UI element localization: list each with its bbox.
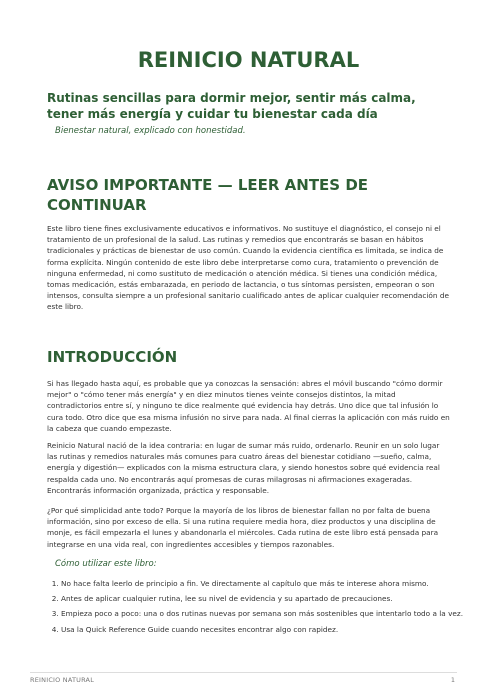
document-title: REINICIO NATURAL [137,48,360,72]
intro-paragraph: Si has llegado hasta aquí, es probable que ya conozcas la sensación: abres el móvil buscando "cómo dormir mejor" o "cómo tener más energía" y en diez minutos tienes veinte consejos distintos, la mitad contradictorios entre sí, y ninguno te dice realmente qué evidencia hay detrás. Uno dice que tal infusión lo cura todo. Otro dice que esa misma infusión no sirve para nada. Al final cierras la aplicación con más ruido en la cabeza que cuando empezaste. [47,379,450,433]
list-item: 1. No hace falta leerlo de principio a fin. Ve directamente al capítulo que más te interese ahora mismo. [61,578,464,589]
intro-heading: INTRODUCCIÓN [47,348,178,366]
intro-paragraph: ¿Por qué simplicidad ante todo? Porque la mayoría de los libros de bienestar fallan no por falta de buena información, sino por exceso de ella. Si una rutina requiere media hora, diez productos y una disciplina de monje, es fácil empezarla el lunes y abandonarla el miércoles. Cada rutina de este libro está pensada para integrarse en una vida real, con ingredientes accesibles y tiempos razonables. [47,506,439,549]
intro-paragraph: Reinicio Natural nació de la idea contraria: en lugar de sumar más ruido, ordenarlo. Reunir en un solo lugar las rutinas y remedios naturales más comunes para cuatro áreas del bienestar cotidiano —sueño, calma, energía y digestión— explicados con la misma estructura clara, y siendo honestos sobre qué evidencia real respalda cada uno. No encontrarás aquí promesas de curas milagrosas ni afirmaciones exageradas. Encontrarás información organizada, práctica y responsable. [47,441,440,495]
aviso-heading: AVISO IMPORTANTE — LEER ANTES DE CONTINUAR [47,176,369,214]
aviso-paragraph: Este libro tiene fines exclusivamente educativos e informativos. No sustituye el diagnóstico, el consejo ni el tratamiento de un profesional de la salud. Las rutinas y remedios que encontrarás se basan en hábitos tradicionales y prácticas de bienestar de uso común. Cuando la evidencia científica es limitada, se indica de forma explícita. Ningún contenido de este libro debe interpretarse como cura, tratamiento o prevención de ninguna enfermedad, ni como sustituto de medicación o atención médica. Si tienes una condición médica, tomas medicación, estás embarazada, en periodo de lactancia, o tus síntomas persisten, empeoran o son intensos, consulta siempre a un profesional sanitario cualificado antes de aplicar cualquier recomendación de este libro. [47,224,449,312]
howto-label: Cómo utilizar este libro: [55,559,157,569]
page-number: 1 [450,676,455,684]
list-item: 4. Usa la Quick Reference Guide cuando necesites encontrar algo con rapidez. [61,624,464,635]
list-item: 2. Antes de aplicar cualquier rutina, lee su nivel de evidencia y su apartado de precauciones. [61,593,464,604]
footer-divider [30,672,457,673]
document-subtitle: Rutinas sencillas para dormir mejor, sentir más calma, tener más energía y cuidar tu bienestar cada día [47,91,416,121]
howto-steps-list [47,578,464,639]
list-item: 3. Empieza poco a poco: una o dos rutinas nuevas por semana son más sostenibles que intentarlo todo a la vez. [61,608,464,619]
footer-title: REINICIO NATURAL [30,676,95,684]
document-tagline: Bienestar natural, explicado con honestidad. [55,126,246,136]
